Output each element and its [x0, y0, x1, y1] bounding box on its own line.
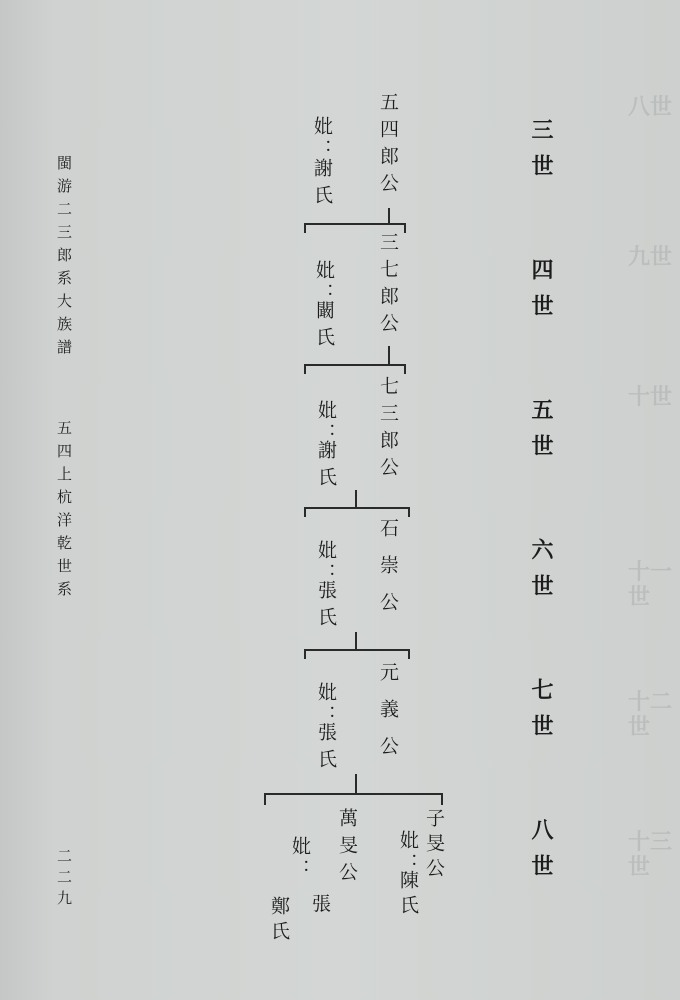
person-gen4-spouse-label: 妣： — [313, 260, 335, 306]
connector-tick — [408, 649, 410, 659]
generation-label-8: 八世 — [528, 818, 554, 890]
bleed-through-column: 十三世 — [628, 829, 673, 881]
person-gen4-name: 三七郎公 — [377, 232, 399, 340]
person-gen6-name: 石崇公 — [377, 518, 399, 629]
person-gen3-spouse-label: 妣： — [311, 116, 333, 162]
book-title — [56, 155, 71, 362]
person-gen3-name: 五四郎公 — [377, 92, 399, 200]
connector-tick — [304, 649, 306, 659]
generation-label-7: 七世 — [528, 678, 554, 750]
connector-horizontal — [266, 793, 442, 795]
person-gen4-spouse: 闞氏 — [313, 300, 335, 354]
connector-horizontal — [306, 507, 410, 509]
page-number — [56, 848, 71, 911]
person-gen8b-spouse: 張 — [312, 893, 332, 915]
book-title-text: 閩游二三郎系大族譜 — [55, 155, 73, 362]
connector-horizontal — [306, 223, 406, 225]
person-gen8b-spouse-label: 妣： — [289, 836, 311, 882]
person-gen7-name: 元義公 — [377, 662, 399, 773]
person-gen6-spouse: 張氏 — [315, 580, 337, 634]
connector-tick — [304, 507, 306, 517]
connector-tick — [264, 793, 266, 805]
connector-vertical — [355, 632, 357, 650]
page-number-text: 二二九 — [55, 848, 73, 911]
person-gen7-spouse-label: 妣： — [315, 682, 337, 728]
connector-horizontal — [306, 649, 410, 651]
generation-label-4: 四世 — [528, 258, 554, 330]
person-gen8b-name: 萬旻公 — [336, 808, 358, 889]
person-gen3-spouse: 謝氏 — [311, 158, 333, 212]
bleed-through-column: 十一世 — [628, 559, 673, 611]
connector-vertical — [388, 346, 390, 364]
connector-vertical — [388, 208, 390, 224]
person-gen5-spouse-label: 妣： — [315, 400, 337, 446]
connector-horizontal — [306, 364, 406, 366]
generation-label-6: 六世 — [528, 538, 554, 610]
section-title — [56, 420, 71, 604]
connector-tick — [304, 364, 306, 374]
generation-label-3: 三世 — [528, 118, 554, 190]
connector-tick — [408, 507, 410, 517]
person-gen8a-name: 子旻公 — [423, 808, 445, 883]
generation-label-5: 五世 — [528, 398, 554, 470]
person-gen5-spouse: 謝氏 — [315, 440, 337, 494]
bleed-through-column: 九世 — [628, 244, 673, 270]
bleed-through-column: 十世 — [628, 384, 673, 410]
bleed-through-column: 八世 — [628, 94, 673, 120]
connector-vertical — [355, 490, 357, 508]
bleed-through-column: 十二世 — [628, 689, 673, 741]
connector-tick — [441, 793, 443, 805]
person-gen8a-spouse: 陳氏 — [397, 870, 419, 920]
section-title-text: 五四上杭洋乾世系 — [55, 420, 73, 604]
connector-vertical — [355, 774, 357, 794]
connector-tick — [404, 364, 406, 374]
person-gen5-name: 七三郎公 — [377, 376, 399, 484]
person-gen8a-spouse-label: 妣： — [397, 830, 419, 876]
connector-tick — [304, 223, 306, 233]
person-gen7-spouse: 張氏 — [315, 722, 337, 776]
person-gen6-spouse-label: 妣： — [315, 540, 337, 586]
connector-tick — [404, 223, 406, 233]
person-gen8b-spouse-2: 鄭氏 — [268, 896, 290, 946]
